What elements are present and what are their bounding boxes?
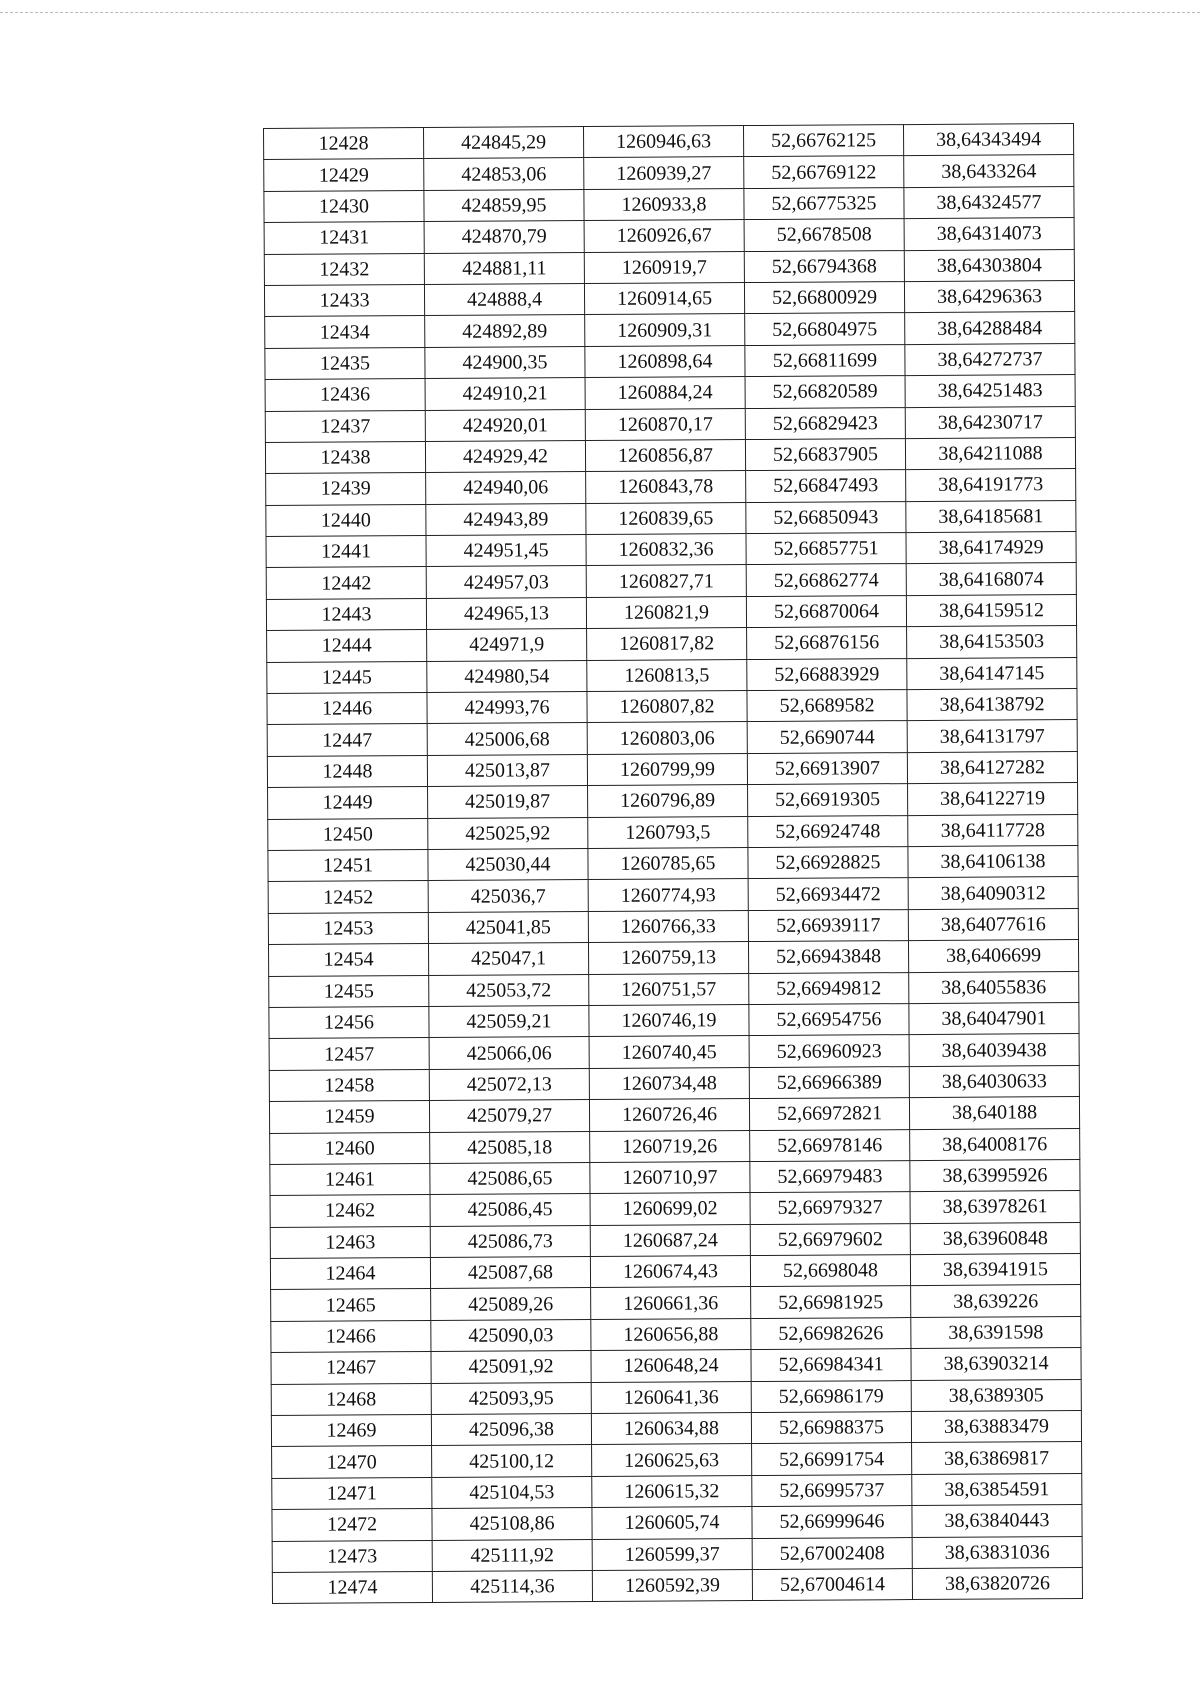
x-coordinate-cell: 425108,86 — [432, 1508, 592, 1540]
y-coordinate-cell: 1260726,46 — [589, 1099, 749, 1131]
x-coordinate-cell: 424870,79 — [424, 221, 584, 253]
latitude-cell: 52,66966389 — [749, 1066, 909, 1098]
y-coordinate-cell: 1260821,9 — [586, 596, 746, 628]
longitude-cell: 38,64191773 — [906, 469, 1076, 501]
latitude-cell: 52,66811699 — [745, 344, 905, 376]
table-row — [272, 1567, 1082, 1603]
point-number-cell: 12439 — [266, 473, 426, 505]
table-row — [267, 720, 1077, 756]
y-coordinate-cell: 1260599,37 — [592, 1538, 752, 1570]
point-number-cell: 12473 — [272, 1540, 432, 1572]
y-coordinate-cell: 1260687,24 — [590, 1224, 750, 1256]
point-number-cell: 12445 — [267, 661, 427, 693]
table-row — [271, 1379, 1081, 1415]
point-number-cell: 12459 — [269, 1101, 429, 1133]
point-number-cell: 12432 — [264, 253, 424, 285]
longitude-cell: 38,64314073 — [904, 218, 1074, 250]
y-coordinate-cell: 1260766,33 — [588, 910, 748, 942]
point-number-cell: 12470 — [272, 1446, 432, 1478]
x-coordinate-cell: 425091,92 — [431, 1351, 591, 1383]
latitude-cell: 52,66775325 — [744, 187, 904, 219]
longitude-cell: 38,64153503 — [907, 626, 1077, 658]
point-number-cell: 12460 — [270, 1132, 430, 1164]
x-coordinate-cell: 425025,92 — [428, 817, 588, 849]
table-row — [268, 814, 1078, 850]
x-coordinate-cell: 425114,36 — [432, 1570, 592, 1602]
x-coordinate-cell: 425019,87 — [428, 786, 588, 818]
table-row — [267, 689, 1077, 725]
table-row — [272, 1505, 1082, 1541]
x-coordinate-cell: 424853,06 — [424, 158, 584, 190]
longitude-cell: 38,63903214 — [911, 1348, 1081, 1380]
table-row — [265, 437, 1075, 473]
y-coordinate-cell: 1260832,36 — [586, 534, 746, 566]
table-row — [264, 186, 1074, 222]
x-coordinate-cell: 425047,1 — [428, 943, 588, 975]
latitude-cell: 52,66949812 — [749, 972, 909, 1004]
point-number-cell: 12472 — [272, 1509, 432, 1541]
point-number-cell: 12474 — [272, 1571, 432, 1603]
point-number-cell: 12446 — [267, 693, 427, 725]
coordinates-table — [263, 123, 1083, 1604]
latitude-cell: 52,66999646 — [752, 1506, 912, 1538]
y-coordinate-cell: 1260926,67 — [584, 220, 744, 252]
point-number-cell: 12448 — [267, 755, 427, 787]
y-coordinate-cell: 1260740,45 — [589, 1036, 749, 1068]
longitude-cell: 38,6433264 — [904, 155, 1074, 187]
y-coordinate-cell: 1260625,63 — [592, 1444, 752, 1476]
latitude-cell: 52,66913907 — [747, 752, 907, 784]
longitude-cell: 38,64055836 — [909, 971, 1079, 1003]
table-row — [267, 751, 1077, 787]
point-number-cell: 12431 — [264, 222, 424, 254]
latitude-cell: 52,6698048 — [750, 1255, 910, 1287]
latitude-cell: 52,66804975 — [745, 313, 905, 345]
x-coordinate-cell: 424957,03 — [426, 566, 586, 598]
table-row — [265, 343, 1075, 379]
point-number-cell: 12455 — [269, 975, 429, 1007]
table-row — [269, 1034, 1079, 1070]
latitude-cell: 52,6689582 — [747, 690, 907, 722]
latitude-cell: 52,66769122 — [744, 156, 904, 188]
longitude-cell: 38,64296363 — [904, 280, 1074, 312]
longitude-cell: 38,64106138 — [908, 846, 1078, 878]
y-coordinate-cell: 1260615,32 — [592, 1475, 752, 1507]
table-row — [269, 971, 1079, 1007]
latitude-cell: 52,66960923 — [749, 1035, 909, 1067]
x-coordinate-cell: 425093,95 — [431, 1382, 591, 1414]
y-coordinate-cell: 1260813,5 — [587, 659, 747, 691]
table-row — [266, 500, 1076, 536]
latitude-cell: 52,6690744 — [747, 721, 907, 753]
table-row — [272, 1536, 1082, 1572]
y-coordinate-cell: 1260648,24 — [591, 1350, 751, 1382]
x-coordinate-cell: 425079,27 — [429, 1100, 589, 1132]
y-coordinate-cell: 1260656,88 — [591, 1318, 751, 1350]
point-number-cell: 12440 — [266, 504, 426, 536]
latitude-cell: 52,66857751 — [746, 533, 906, 565]
point-number-cell: 12465 — [271, 1289, 431, 1321]
y-coordinate-cell: 1260710,97 — [590, 1161, 750, 1193]
x-coordinate-cell: 425072,13 — [429, 1068, 589, 1100]
latitude-cell: 52,66943848 — [748, 941, 908, 973]
point-number-cell: 12458 — [269, 1069, 429, 1101]
y-coordinate-cell: 1260946,63 — [583, 126, 743, 158]
x-coordinate-cell: 424910,21 — [425, 378, 585, 410]
y-coordinate-cell: 1260939,27 — [584, 157, 744, 189]
y-coordinate-cell: 1260719,26 — [590, 1130, 750, 1162]
longitude-cell: 38,64047901 — [909, 1002, 1079, 1034]
latitude-cell: 52,66862774 — [746, 564, 906, 596]
x-coordinate-cell: 424892,89 — [425, 315, 585, 347]
table-row — [268, 877, 1078, 913]
point-number-cell: 12444 — [267, 630, 427, 662]
point-number-cell: 12467 — [271, 1352, 431, 1384]
x-coordinate-cell: 425086,65 — [430, 1162, 590, 1194]
point-number-cell: 12441 — [266, 536, 426, 568]
table-row — [268, 846, 1078, 882]
x-coordinate-cell: 425036,7 — [428, 880, 588, 912]
x-coordinate-cell: 425100,12 — [432, 1445, 592, 1477]
x-coordinate-cell: 425006,68 — [427, 723, 587, 755]
table-row — [264, 155, 1074, 191]
point-number-cell: 12433 — [264, 284, 424, 316]
longitude-cell: 38,64090312 — [908, 877, 1078, 909]
longitude-cell: 38,63831036 — [912, 1536, 1082, 1568]
point-number-cell: 12469 — [271, 1415, 431, 1447]
latitude-cell: 52,66978146 — [750, 1129, 910, 1161]
latitude-cell: 52,66979483 — [750, 1160, 910, 1192]
point-number-cell: 12463 — [270, 1226, 430, 1258]
latitude-cell: 52,66954756 — [749, 1004, 909, 1036]
latitude-cell: 52,66939117 — [748, 909, 908, 941]
longitude-cell: 38,64008176 — [910, 1128, 1080, 1160]
latitude-cell: 52,66988375 — [751, 1412, 911, 1444]
latitude-cell: 52,66981925 — [751, 1286, 911, 1318]
coordinates-table-body — [264, 124, 1083, 1604]
longitude-cell: 38,64272737 — [905, 343, 1075, 375]
x-coordinate-cell: 424965,13 — [426, 597, 586, 629]
y-coordinate-cell: 1260641,36 — [591, 1381, 751, 1413]
table-row — [266, 594, 1076, 630]
x-coordinate-cell: 425090,03 — [431, 1319, 591, 1351]
x-coordinate-cell: 424940,06 — [426, 472, 586, 504]
x-coordinate-cell: 424993,76 — [427, 692, 587, 724]
longitude-cell: 38,63854591 — [912, 1473, 1082, 1505]
latitude-cell: 52,66982626 — [751, 1317, 911, 1349]
table-row — [272, 1442, 1082, 1478]
point-number-cell: 12461 — [270, 1163, 430, 1195]
table-row — [269, 1097, 1079, 1133]
x-coordinate-cell: 425087,68 — [430, 1257, 590, 1289]
y-coordinate-cell: 1260774,93 — [588, 879, 748, 911]
x-coordinate-cell: 425053,72 — [429, 974, 589, 1006]
longitude-cell: 38,63941915 — [910, 1254, 1080, 1286]
y-coordinate-cell: 1260919,7 — [584, 251, 744, 283]
y-coordinate-cell: 1260909,31 — [585, 314, 745, 346]
table-row — [264, 218, 1074, 254]
point-number-cell: 12435 — [265, 347, 425, 379]
latitude-cell: 52,66800929 — [744, 282, 904, 314]
latitude-cell: 52,66979602 — [750, 1223, 910, 1255]
point-number-cell: 12442 — [266, 567, 426, 599]
table-row — [267, 626, 1077, 662]
x-coordinate-cell: 425096,38 — [431, 1414, 591, 1446]
x-coordinate-cell: 424920,01 — [425, 409, 585, 441]
point-number-cell: 12429 — [264, 159, 424, 191]
longitude-cell: 38,64168074 — [906, 563, 1076, 595]
x-coordinate-cell: 424845,29 — [424, 127, 584, 159]
point-number-cell: 12456 — [269, 1006, 429, 1038]
y-coordinate-cell: 1260592,39 — [592, 1570, 752, 1602]
latitude-cell: 52,66794368 — [744, 250, 904, 282]
table-row — [268, 908, 1078, 944]
scan-edge-line — [0, 12, 1200, 13]
point-number-cell: 12468 — [271, 1383, 431, 1415]
y-coordinate-cell: 1260856,87 — [585, 439, 745, 471]
longitude-cell: 38,63883479 — [911, 1411, 1081, 1443]
point-number-cell: 12443 — [266, 598, 426, 630]
x-coordinate-cell: 424943,89 — [426, 503, 586, 535]
longitude-cell: 38,64122719 — [908, 783, 1078, 815]
point-number-cell: 12471 — [272, 1477, 432, 1509]
y-coordinate-cell: 1260661,36 — [591, 1287, 751, 1319]
latitude-cell: 52,67004614 — [752, 1569, 912, 1601]
y-coordinate-cell: 1260796,89 — [588, 785, 748, 817]
latitude-cell: 52,66820589 — [745, 376, 905, 408]
table-row — [267, 657, 1077, 693]
y-coordinate-cell: 1260793,5 — [588, 816, 748, 848]
table-row — [271, 1411, 1081, 1447]
longitude-cell: 38,64131797 — [907, 720, 1077, 752]
x-coordinate-cell: 424888,4 — [424, 283, 584, 315]
table-row — [270, 1128, 1080, 1164]
table-row — [268, 940, 1078, 976]
point-number-cell: 12466 — [271, 1320, 431, 1352]
longitude-cell: 38,64077616 — [908, 908, 1078, 940]
latitude-cell: 52,66876156 — [747, 627, 907, 659]
point-number-cell: 12464 — [270, 1258, 430, 1290]
latitude-cell: 52,66991754 — [752, 1443, 912, 1475]
y-coordinate-cell: 1260674,43 — [590, 1256, 750, 1288]
latitude-cell: 52,66850943 — [746, 501, 906, 533]
y-coordinate-cell: 1260843,78 — [586, 471, 746, 503]
table-row — [270, 1222, 1080, 1258]
point-number-cell: 12452 — [268, 881, 428, 913]
y-coordinate-cell: 1260884,24 — [585, 377, 745, 409]
y-coordinate-cell: 1260799,99 — [587, 753, 747, 785]
table-row — [271, 1316, 1081, 1352]
y-coordinate-cell: 1260634,88 — [591, 1413, 751, 1445]
table-row — [265, 312, 1075, 348]
longitude-cell: 38,63820726 — [912, 1567, 1082, 1599]
point-number-cell: 12428 — [264, 128, 424, 160]
x-coordinate-cell: 425013,87 — [427, 754, 587, 786]
latitude-cell: 52,66762125 — [743, 125, 903, 157]
longitude-cell: 38,64030633 — [909, 1065, 1079, 1097]
table-row — [265, 406, 1075, 442]
table-row — [264, 280, 1074, 316]
longitude-cell: 38,64288484 — [905, 312, 1075, 344]
point-number-cell: 12434 — [265, 316, 425, 348]
table-row — [271, 1348, 1081, 1384]
y-coordinate-cell: 1260933,8 — [584, 188, 744, 220]
longitude-cell: 38,64303804 — [904, 249, 1074, 281]
y-coordinate-cell: 1260746,19 — [589, 1004, 749, 1036]
latitude-cell: 52,67002408 — [752, 1537, 912, 1569]
latitude-cell: 52,66995737 — [752, 1474, 912, 1506]
latitude-cell: 52,66934472 — [748, 878, 908, 910]
longitude-cell: 38,63995926 — [910, 1159, 1080, 1191]
longitude-cell: 38,639226 — [911, 1285, 1081, 1317]
point-number-cell: 12462 — [270, 1195, 430, 1227]
longitude-cell: 38,64039438 — [909, 1034, 1079, 1066]
longitude-cell: 38,64211088 — [905, 437, 1075, 469]
x-coordinate-cell: 424980,54 — [427, 660, 587, 692]
table-row — [266, 469, 1076, 505]
point-number-cell: 12457 — [269, 1038, 429, 1070]
point-number-cell: 12454 — [268, 944, 428, 976]
latitude-cell: 52,66986179 — [751, 1380, 911, 1412]
x-coordinate-cell: 425041,85 — [428, 911, 588, 943]
x-coordinate-cell: 424859,95 — [424, 189, 584, 221]
longitude-cell: 38,64185681 — [906, 500, 1076, 532]
longitude-cell: 38,64147145 — [907, 657, 1077, 689]
latitude-cell: 52,66972821 — [749, 1098, 909, 1130]
latitude-cell: 52,66928825 — [748, 847, 908, 879]
point-number-cell: 12430 — [264, 190, 424, 222]
x-coordinate-cell: 424929,42 — [425, 440, 585, 472]
x-coordinate-cell: 425066,06 — [429, 1037, 589, 1069]
table-row — [270, 1254, 1080, 1290]
table-row — [270, 1159, 1080, 1195]
longitude-cell: 38,64159512 — [906, 594, 1076, 626]
table-row — [265, 375, 1075, 411]
longitude-cell: 38,64343494 — [903, 124, 1073, 156]
y-coordinate-cell: 1260914,65 — [584, 283, 744, 315]
longitude-cell: 38,63978261 — [910, 1191, 1080, 1223]
table-row — [269, 1065, 1079, 1101]
y-coordinate-cell: 1260870,17 — [585, 408, 745, 440]
table-row — [270, 1191, 1080, 1227]
table-row — [266, 563, 1076, 599]
y-coordinate-cell: 1260734,48 — [589, 1067, 749, 1099]
longitude-cell: 38,64251483 — [905, 375, 1075, 407]
point-number-cell: 12447 — [267, 724, 427, 756]
longitude-cell: 38,6406699 — [908, 940, 1078, 972]
table-row — [272, 1473, 1082, 1509]
x-coordinate-cell: 425089,26 — [431, 1288, 591, 1320]
x-coordinate-cell: 425086,45 — [430, 1194, 590, 1226]
x-coordinate-cell: 424881,11 — [424, 252, 584, 284]
x-coordinate-cell: 424971,9 — [427, 629, 587, 661]
y-coordinate-cell: 1260699,02 — [590, 1193, 750, 1225]
point-number-cell: 12437 — [265, 410, 425, 442]
latitude-cell: 52,66924748 — [748, 815, 908, 847]
longitude-cell: 38,6391598 — [911, 1316, 1081, 1348]
longitude-cell: 38,64117728 — [908, 814, 1078, 846]
x-coordinate-cell: 425085,18 — [430, 1131, 590, 1163]
table-row — [269, 1002, 1079, 1038]
latitude-cell: 52,66883929 — [747, 658, 907, 690]
latitude-cell: 52,66837905 — [745, 438, 905, 470]
table-row — [266, 532, 1076, 568]
x-coordinate-cell: 425104,53 — [432, 1476, 592, 1508]
y-coordinate-cell: 1260605,74 — [592, 1507, 752, 1539]
y-coordinate-cell: 1260839,65 — [586, 502, 746, 534]
latitude-cell: 52,66984341 — [751, 1349, 911, 1381]
latitude-cell: 52,66870064 — [746, 595, 906, 627]
x-coordinate-cell: 425059,21 — [429, 1005, 589, 1037]
latitude-cell: 52,66919305 — [748, 784, 908, 816]
x-coordinate-cell: 424951,45 — [426, 535, 586, 567]
y-coordinate-cell: 1260803,06 — [587, 722, 747, 754]
point-number-cell: 12450 — [268, 818, 428, 850]
table-row — [268, 783, 1078, 819]
longitude-cell: 38,64230717 — [905, 406, 1075, 438]
table-row — [264, 249, 1074, 285]
longitude-cell: 38,63869817 — [912, 1442, 1082, 1474]
longitude-cell: 38,63960848 — [910, 1222, 1080, 1254]
longitude-cell: 38,63840443 — [912, 1505, 1082, 1537]
longitude-cell: 38,64138792 — [907, 689, 1077, 721]
longitude-cell: 38,64324577 — [904, 186, 1074, 218]
latitude-cell: 52,66829423 — [745, 407, 905, 439]
table-row — [264, 124, 1074, 160]
point-number-cell: 12438 — [265, 441, 425, 473]
latitude-cell: 52,66979327 — [750, 1192, 910, 1224]
y-coordinate-cell: 1260759,13 — [588, 942, 748, 974]
longitude-cell: 38,64127282 — [907, 751, 1077, 783]
longitude-cell: 38,6389305 — [911, 1379, 1081, 1411]
latitude-cell: 52,6678508 — [744, 219, 904, 251]
point-number-cell: 12449 — [268, 787, 428, 819]
x-coordinate-cell: 425030,44 — [428, 849, 588, 881]
y-coordinate-cell: 1260898,64 — [585, 345, 745, 377]
x-coordinate-cell: 425086,73 — [430, 1225, 590, 1257]
y-coordinate-cell: 1260751,57 — [589, 973, 749, 1005]
latitude-cell: 52,66847493 — [746, 470, 906, 502]
x-coordinate-cell: 424900,35 — [425, 346, 585, 378]
y-coordinate-cell: 1260807,82 — [587, 691, 747, 723]
point-number-cell: 12451 — [268, 849, 428, 881]
longitude-cell: 38,640188 — [909, 1097, 1079, 1129]
x-coordinate-cell: 425111,92 — [432, 1539, 592, 1571]
y-coordinate-cell: 1260827,71 — [586, 565, 746, 597]
longitude-cell: 38,64174929 — [906, 532, 1076, 564]
table-row — [271, 1285, 1081, 1321]
y-coordinate-cell: 1260785,65 — [588, 848, 748, 880]
point-number-cell: 12453 — [268, 912, 428, 944]
point-number-cell: 12436 — [265, 379, 425, 411]
y-coordinate-cell: 1260817,82 — [587, 628, 747, 660]
